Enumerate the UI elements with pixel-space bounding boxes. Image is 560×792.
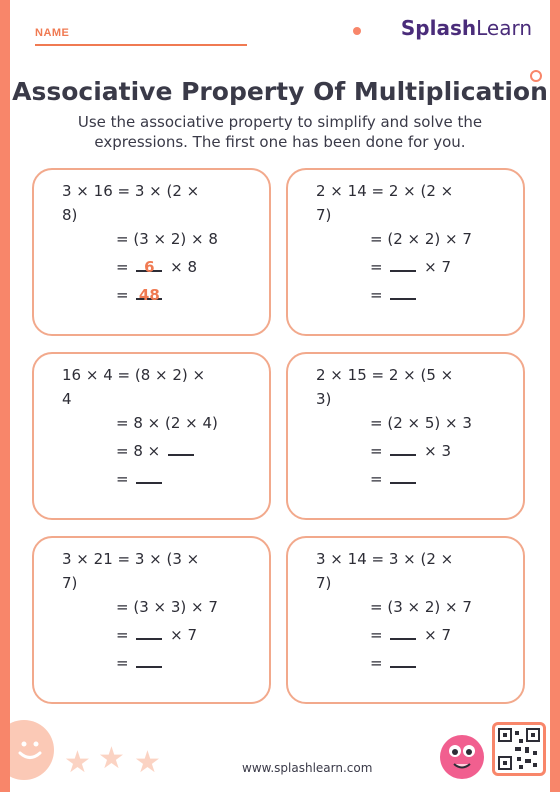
step-suffix: × 7 bbox=[165, 626, 197, 644]
problem-card-5 bbox=[32, 536, 271, 704]
step-grouping: = (2 × 5) × 3 bbox=[370, 414, 472, 432]
step-prefix: = 8 × bbox=[116, 442, 165, 460]
problem-expression: 3 × 14 = 3 × (2 × bbox=[316, 550, 454, 568]
step-prefix: = bbox=[116, 286, 134, 304]
problem-expression: 2 × 14 = 2 × (2 × bbox=[316, 182, 454, 200]
problem-expression-cont: 4 bbox=[62, 390, 72, 408]
step-product bbox=[116, 258, 197, 276]
worksheet-title: Associative Property Of Multiplication bbox=[12, 77, 548, 106]
step-prefix: = bbox=[116, 654, 134, 672]
brand-logo-light: Learn bbox=[476, 16, 532, 40]
step-grouping: = (2 × 2) × 7 bbox=[370, 230, 472, 248]
problem-expression: 3 × 16 = 3 × (2 × bbox=[62, 182, 200, 200]
step-result bbox=[370, 654, 419, 672]
instructions-text: Use the associative property to simplify and solve the expressions. The first one has been done for you. bbox=[77, 113, 483, 151]
footer-url: www.splashlearn.com bbox=[242, 761, 373, 775]
smiley-face-icon bbox=[10, 720, 54, 780]
step-prefix: = bbox=[370, 442, 388, 460]
answer-blank[interactable] bbox=[390, 286, 416, 300]
answer-blank[interactable] bbox=[390, 470, 416, 484]
problem-expression: 16 × 4 = (8 × 2) × bbox=[62, 366, 206, 384]
step-grouping: = 8 × (2 × 4) bbox=[116, 414, 218, 432]
step-grouping: = (3 × 2) × 7 bbox=[370, 598, 472, 616]
brand-logo bbox=[401, 16, 532, 40]
step-prefix: = bbox=[116, 258, 134, 276]
problem-expression-cont: 8) bbox=[62, 206, 78, 224]
mascot-monster-icon bbox=[440, 735, 484, 779]
problem-expression-cont: 7) bbox=[316, 206, 332, 224]
step-product bbox=[116, 442, 197, 460]
step-grouping: = (3 × 2) × 8 bbox=[116, 230, 218, 248]
step-suffix: × 3 bbox=[419, 442, 451, 460]
step-result bbox=[370, 470, 419, 488]
answer-blank[interactable] bbox=[390, 442, 416, 456]
step-result bbox=[116, 654, 165, 672]
star-icon: ★ bbox=[98, 742, 125, 775]
answer-blank[interactable] bbox=[390, 258, 416, 272]
decorative-dot bbox=[353, 27, 361, 35]
qr-code-icon[interactable] bbox=[492, 722, 546, 776]
answer-blank[interactable] bbox=[390, 654, 416, 668]
step-grouping: = (3 × 3) × 7 bbox=[116, 598, 218, 616]
step-result bbox=[116, 470, 165, 488]
step-prefix: = bbox=[370, 626, 388, 644]
problem-card-6 bbox=[286, 536, 525, 704]
step-suffix: × 7 bbox=[419, 626, 451, 644]
name-label: NAME bbox=[35, 27, 70, 39]
step-prefix: = bbox=[370, 258, 388, 276]
problem-expression-cont: 7) bbox=[316, 574, 332, 592]
problem-expression-cont: 7) bbox=[62, 574, 78, 592]
answer-blank[interactable] bbox=[136, 626, 162, 640]
step-prefix: = bbox=[370, 286, 388, 304]
star-icon: ★ bbox=[134, 746, 161, 779]
problem-card-3 bbox=[32, 352, 271, 520]
worksheet-page bbox=[10, 0, 550, 792]
step-product bbox=[370, 442, 451, 460]
star-icon: ★ bbox=[64, 746, 91, 779]
answer-blank[interactable]: 48 bbox=[136, 286, 162, 300]
step-result bbox=[116, 286, 165, 304]
step-prefix: = bbox=[116, 470, 134, 488]
problem-expression-cont: 3) bbox=[316, 390, 332, 408]
step-prefix: = bbox=[370, 654, 388, 672]
name-field-line[interactable] bbox=[35, 44, 247, 46]
problem-card-2 bbox=[286, 168, 525, 336]
answer-blank[interactable] bbox=[390, 626, 416, 640]
step-prefix: = bbox=[116, 626, 134, 644]
answer-blank[interactable]: 6 bbox=[136, 258, 162, 272]
step-result bbox=[370, 286, 419, 304]
step-suffix: × 7 bbox=[419, 258, 451, 276]
step-product bbox=[370, 626, 451, 644]
brand-logo-bold: Splash bbox=[400, 16, 477, 40]
problem-expression: 3 × 21 = 3 × (3 × bbox=[62, 550, 200, 568]
problem-expression: 2 × 15 = 2 × (5 × bbox=[316, 366, 454, 384]
step-product bbox=[116, 626, 197, 644]
answer-blank[interactable] bbox=[136, 654, 162, 668]
answer-blank[interactable] bbox=[136, 470, 162, 484]
step-prefix: = bbox=[370, 470, 388, 488]
step-suffix: × 8 bbox=[165, 258, 197, 276]
problem-card-4 bbox=[286, 352, 525, 520]
step-product bbox=[370, 258, 451, 276]
answer-blank[interactable] bbox=[168, 442, 194, 456]
problem-card-1 bbox=[32, 168, 271, 336]
